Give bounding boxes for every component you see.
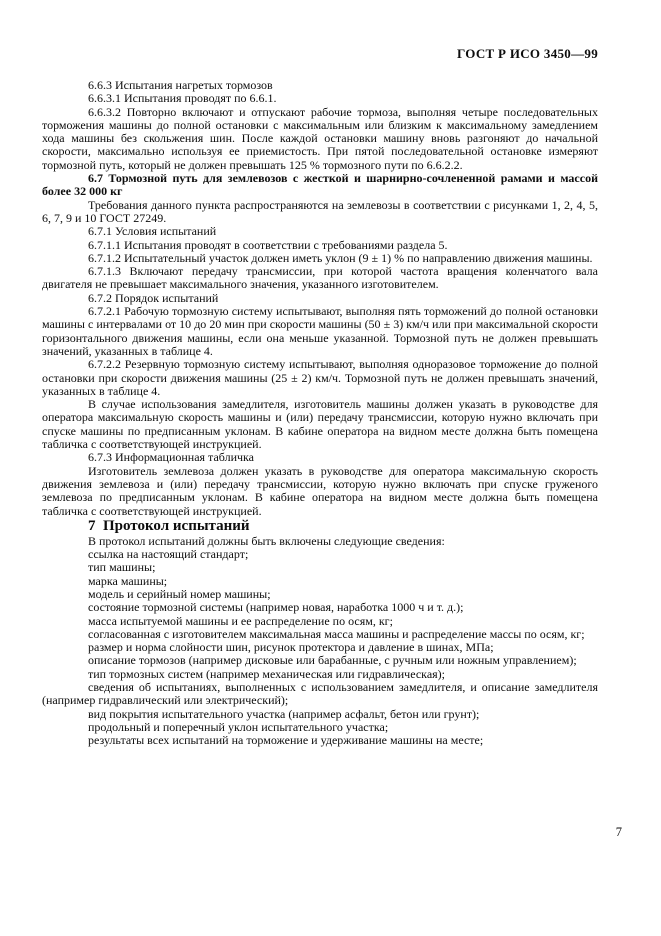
paragraph: В протокол испытаний должны быть включены следующие сведения: xyxy=(88,533,445,548)
paragraph: состояние тормозной системы (например новая, наработка 1000 ч и т. д.); xyxy=(88,600,464,615)
paragraph: 6.7.2.2 Резервную тормозную систему испытывают, выполняя одноразовое торможение до полной остановки при скорости движения машины (25 ± 2) км/ч. Тормозной путь не должен превышать значений, указанных в таблице 4. xyxy=(42,357,598,398)
paragraph: ссылка на настоящий стандарт; xyxy=(88,547,249,562)
paragraph: 6.7.1.1 Испытания проводят в соответствии с требованиями раздела 5. xyxy=(88,237,448,252)
paragraph: 6.7.2.1 Рабочую тормозную систему испытывают, выполняя пять торможений до полной остановки машины с интервалами от 10 до 20 мин при скорости машины (50 ± 3) км/ч или при максимальной скорости горизонтального движения машины, если она меньше указанной. Тормозной путь не должен превышать значений, указанных в таблице 4. xyxy=(42,304,598,358)
paragraph: продольный и поперечный уклон испытательного участка; xyxy=(88,719,389,734)
paragraph: сведения об испытаниях, выполненных с использованием замедлителя, и описание замедлителя (например гидравлический или электрический); xyxy=(42,680,598,708)
paragraph: тип тормозных систем (например механическая или гидравлическая); xyxy=(88,666,445,681)
page-number: 7 xyxy=(615,825,622,839)
paragraph: В случае использования замедлителя, изготовитель машины должен указать в руководстве для оператора максимальную скорость машины и (или) передачу трансмиссии, которую нужно включать при спуске машины по предписанным уклонам. В кабине оператора на видном месте должна быть помещена табличка с соответствующей инструкцией. xyxy=(42,397,598,452)
paragraph: 6.6.3.2 Повторно включают и отпускают рабочие тормоза, выполняя четыре последовательных торможения машины до полной остановки с максимальным или близким к максимальному замедлением хода машины без скольжения шин. После каждой остановки машину вновь разгоняют до начальной скорости, максимально используя ее приемистость. При пятой последовательной остановке измеряют тормозной путь, который не должен превышать 125 % тормозного пути по 6.6.2.2. xyxy=(42,104,598,172)
document-body xyxy=(42,79,598,748)
paragraph: 6.7.1 Условия испытаний xyxy=(88,224,217,239)
paragraph: модель и серийный номер машины; xyxy=(88,586,271,601)
subclause-bold-heading: 6.7 Тормозной путь для землевозов с жесткой и шарнирно-сочлененной рамами и массой более 32 000 кг xyxy=(42,171,598,199)
paragraph: марка машины; xyxy=(88,573,168,588)
paragraph: согласованная с изготовителем максимальная масса машины и распределение массы по осям, кг; xyxy=(88,626,585,641)
standard-designation: ГОСТ Р ИСО 3450—99 xyxy=(457,46,598,61)
page-footer xyxy=(42,825,622,840)
paragraph: масса испытуемой машины и ее распределение по осям, кг; xyxy=(88,613,393,628)
paragraph: 6.7.1.3 Включают передачу трансмиссии, при которой частота вращения коленчатого вала двигателя не превышает максимального значения, указанного изготовителем. xyxy=(42,264,598,292)
paragraph: результаты всех испытаний на торможение и удерживание машины на месте; xyxy=(88,733,484,748)
paragraph: 6.7.2 Порядок испытаний xyxy=(88,290,219,305)
paragraph: 6.7.3 Информационная табличка xyxy=(88,450,254,465)
chapter-heading: 7 Протокол испытаний xyxy=(88,517,250,534)
paragraph: размер и норма слойности шин, рисунок протектора и давление в шинах, МПа; xyxy=(88,640,494,655)
paragraph: вид покрытия испытательного участка (например асфальт, бетон или грунт); xyxy=(88,706,480,721)
paragraph: описание тормозов (например дисковые или барабанные, с ручным или ножным управлением); xyxy=(88,653,577,668)
paragraph: Изготовитель землевоза должен указать в руководстве для оператора максимальную скорость движения землевоза и (или) передачу трансмиссии, которую нужно включать при спуске груженого землевоза по предписанным уклонам. В кабине оператора на видном месте должна быть помещена табличка с соответствующей инструкцией. xyxy=(42,463,598,518)
paragraph: 6.7.1.2 Испытательный участок должен иметь уклон (9 ± 1) % по направлению движения машины. xyxy=(88,250,593,265)
paragraph: 6.6.3 Испытания нагретых тормозов xyxy=(88,78,273,92)
paragraph: тип машины; xyxy=(88,560,156,575)
paragraph: 6.6.3.1 Испытания проводят по 6.6.1. xyxy=(88,91,277,106)
page-header xyxy=(42,46,598,62)
paragraph: Требования данного пункта распространяются на землевозы в соответствии с рисунками 1, 2, 4, 5, 6, 7, 9 и 10 ГОСТ 27249. xyxy=(42,197,598,225)
